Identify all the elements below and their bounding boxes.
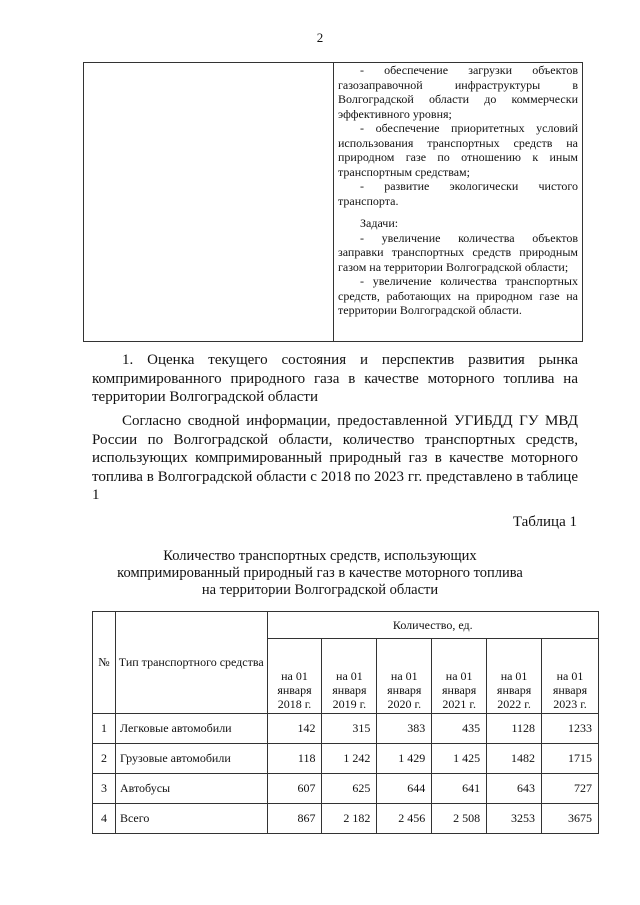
row-value: 1 429 (377, 744, 432, 774)
row-value: 142 (267, 714, 322, 744)
date-header: на 01 января 2018 г. (267, 639, 322, 714)
row-value: 435 (432, 714, 487, 744)
table-row (93, 744, 599, 774)
row-value: 1482 (487, 744, 542, 774)
row-value: 2 456 (377, 804, 432, 834)
goal-item: - развитие экологически чистого транспорта. (338, 179, 578, 208)
date-header: на 01 января 2021 г. (432, 639, 487, 714)
col-qty-header: Количество, ед. (267, 612, 598, 639)
row-value: 1 242 (322, 744, 377, 774)
row-num: 3 (93, 774, 116, 804)
goal-item: - обеспечение загрузки объектов газозаправочной инфраструктуры в Волгоградской области до коммерчески эффективного уровня; (338, 63, 578, 121)
table-row (93, 804, 599, 834)
page-number: 2 (316, 30, 324, 45)
row-type: Всего (115, 804, 267, 834)
row-num: 1 (93, 714, 116, 744)
col-type-header: Тип транспортного средства (115, 612, 267, 714)
row-value: 118 (267, 744, 322, 774)
row-value: 644 (377, 774, 432, 804)
row-type: Легковые автомобили (115, 714, 267, 744)
date-header: на 01 января 2020 г. (377, 639, 432, 714)
continuation-right-cell (338, 63, 578, 318)
task-item: - увеличение количества объектов заправки транспортных средств природным газом на территории Волгоградской области; (338, 230, 578, 274)
row-value: 383 (377, 714, 432, 744)
table-label: Таблица 1 (512, 514, 577, 530)
row-value: 3675 (542, 804, 599, 834)
table-row (93, 714, 599, 744)
col-num-header: № (93, 612, 116, 714)
date-header: на 01 января 2023 г. (542, 639, 599, 714)
row-value: 2 182 (322, 804, 377, 834)
date-header: на 01 января 2022 г. (487, 639, 542, 714)
row-type: Грузовые автомобили (115, 744, 267, 774)
row-value: 2 508 (432, 804, 487, 834)
body-paragraph: Согласно сводной информации, предоставленной УГИБДД ГУ МВД России по Волгоградской области, количество транспортных средств, использующих компримированный природный газ в качестве моторного топлива в Волгоградской области с 2018 по 2023 гг. представлено в таблице 1 (92, 413, 578, 503)
row-value: 315 (322, 714, 377, 744)
row-value: 867 (267, 804, 322, 834)
continuation-left-cell (84, 63, 334, 341)
tasks-label: Задачи: (360, 216, 399, 230)
row-value: 1233 (542, 714, 599, 744)
row-value: 625 (322, 774, 377, 804)
row-value: 607 (267, 774, 322, 804)
task-item: - увеличение количества транспортных средств, работающих на природном газе на территории Волгоградской области. (338, 274, 578, 317)
goal-item: - обеспечение приоритетных условий использования транспортных средств на природном газе по отношению к иным транспортным средствам; (338, 121, 578, 179)
table-row (93, 774, 599, 804)
row-value: 1 425 (432, 744, 487, 774)
vehicles-table (92, 611, 599, 834)
table-caption: Количество транспортных средств, использующих компримированный природный газ в качестве моторного топлива на территории Волгоградской области (117, 548, 523, 598)
row-value: 727 (542, 774, 599, 804)
continuation-table (83, 62, 583, 342)
row-value: 3253 (487, 804, 542, 834)
row-num: 2 (93, 744, 116, 774)
row-value: 643 (487, 774, 542, 804)
section-heading: 1. Оценка текущего состояния и перспектив развития рынка компримированного природного газа в качестве моторного топлива на территории Волгоградской области (92, 352, 578, 405)
date-header: на 01 января 2019 г. (322, 639, 377, 714)
row-value: 1128 (487, 714, 542, 744)
row-num: 4 (93, 804, 116, 834)
row-value: 641 (432, 774, 487, 804)
row-value: 1715 (542, 744, 599, 774)
row-type: Автобусы (115, 774, 267, 804)
